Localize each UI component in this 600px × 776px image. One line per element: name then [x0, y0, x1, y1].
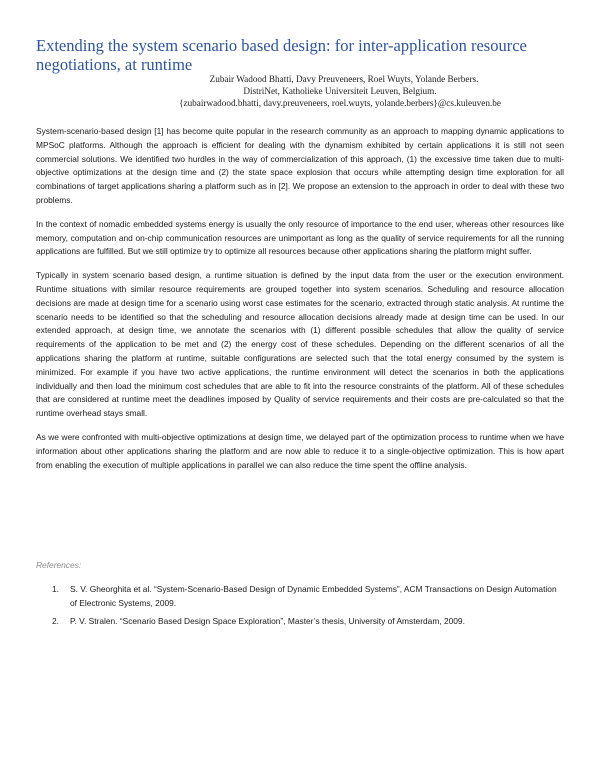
abstract-body — [36, 125, 564, 482]
body-paragraph: In the context of nomadic embedded systems energy is usually the only resource of importance to the end user, whereas other resources like memory, computation and on-chip communication resources are unimportant as long as the quality of service requirements for all the running applications are fulfilled. But we still optimize try to optimize all resources because other applications sharing the platform might suffer. — [36, 218, 564, 257]
reference-number: 2. — [52, 615, 59, 626]
body-paragraph: System-scenario-based design [1] has become quite popular in the research community as an approach to mapping dynamic applications to MPSoC platforms. Although the approach is efficient for dealing with the dynamism exhibited by certain applications it is still not seen commercial solutions. We identified two hurdles in the way of commercialization of this approach, (1) the excessive time taken due to multi-objective optimizations at the design time and (2) the state space explosion that occurs while attempting design time exploration for all combinations of target applications sharing a platform such as in [2]. We propose an extension to the approach in order to deal with these two problems. — [36, 126, 564, 205]
author-emails: {zubairwadood.bhatti, davy.preuveneers, roel.wuyts, yolande.berbers}@cs.kuleuven.be — [179, 98, 501, 108]
author-list: Zubair Wadood Bhatti, Davy Preuveneers, Roel Wuyts, Yolande Berbers. — [209, 74, 479, 84]
reference-list — [36, 583, 564, 632]
body-paragraph: As we were confronted with multi-objective optimizations at design time, we delayed part of the optimization process to runtime when we have information about other applications sharing the platform and are now able to reduce it to a single-objective optimization. This is how apart from enabling the execution of multiple applications in parallel we can also reduce the time spent the offline analysis. — [36, 431, 564, 470]
reference-item — [36, 583, 564, 611]
affiliation: DistriNet, Katholieke Universiteit Leuven, Belgium. — [243, 86, 437, 96]
references-heading: References: — [36, 560, 82, 570]
reference-text: S. V. Gheorghita et al. “System-Scenario-Based Design of Dynamic Embedded Systems”, ACM Transactions on Design Automation of Electronic Systems, 2009. — [70, 584, 557, 608]
reference-item — [36, 615, 564, 629]
paper-title: Extending the system scenario based design: for inter-application resource negotiations, at runtime — [36, 36, 527, 74]
body-paragraph: Typically in system scenario based design, a runtime situation is defined by the input data from the user or the execution environment. Runtime situations with similar resource requirements are grouped together into system scenarios. Scheduling and resource allocation decisions are made at design time for a scenario using worst case estimates for the scenario, extracted through static analysis. At runtime the scenario needs to be identified so that the scheduling and resource allocation decisions already made at design time can be used. In our extended approach, at design time, we annotate the scenarios with (1) different possible schedules that allow the quality of service requirements of the application to be met and (2) the energy cost of these schedules. Depending on the different scenarios of all the applications sharing the platform at runtime, suitable configurations are selected such that the total energy consumed by the system is minimized. For example if you have two active applications, the runtime environment will detect the scenarios in both the applications individually and then load the minimum cost schedules that are able to fit into the resource constraints of the platform. All of these schedules that are considered at runtime meet the deadlines imposed by Quality of service requirements and their costs are pre-calculated so that the runtime overhead stays small. — [36, 270, 564, 419]
reference-text: P. V. Stralen. “Scenario Based Design Space Exploration”, Master’s thesis, University of Amsterdam, 2009. — [70, 615, 465, 626]
reference-number: 1. — [52, 584, 59, 594]
